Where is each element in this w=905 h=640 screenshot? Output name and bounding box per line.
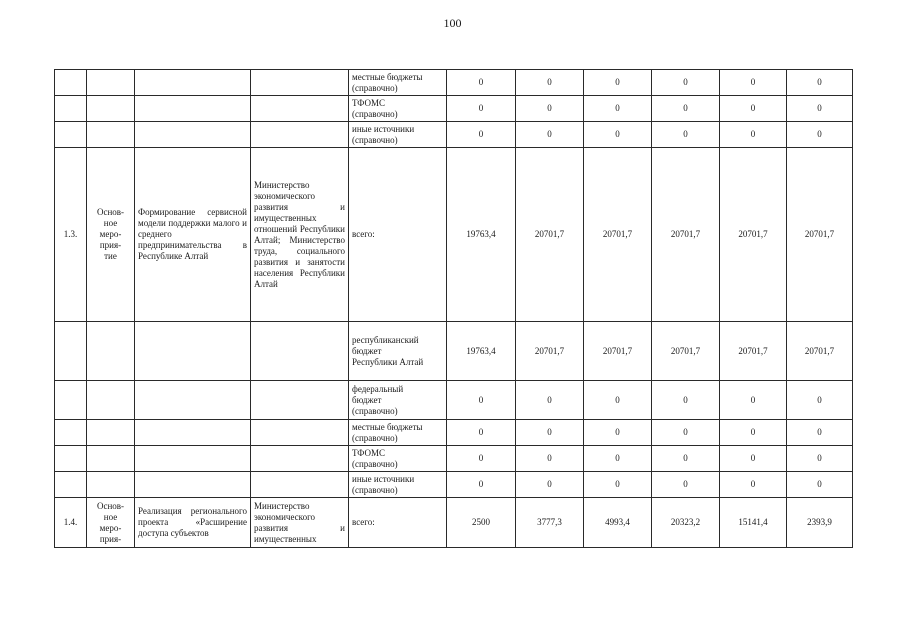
value-cell: 20323,2	[652, 498, 720, 548]
type-cell	[87, 472, 135, 498]
type-text: Основ- ное меро- прия-	[96, 500, 125, 544]
value-cell: 0	[787, 420, 853, 446]
value-cell: 0	[516, 381, 584, 420]
type-cell	[87, 148, 135, 322]
value-cell: 0	[787, 381, 853, 420]
value-cell: 0	[652, 122, 720, 148]
table-row	[55, 70, 853, 96]
funding-source-cell: местные бюджеты (справочно)	[349, 420, 447, 446]
index-cell	[55, 472, 87, 498]
executor-cell	[251, 472, 349, 498]
funding-source-cell: республиканский бюджет Республики Алтай	[349, 322, 447, 381]
index-cell	[55, 96, 87, 122]
value-cell: 0	[787, 446, 853, 472]
value-cell: 0	[447, 446, 516, 472]
index-cell	[55, 70, 87, 96]
table-row	[55, 148, 853, 322]
value-cell: 3777,3	[516, 498, 584, 548]
name-cell	[135, 381, 251, 420]
value-cell: 0	[652, 70, 720, 96]
value-cell: 20701,7	[652, 322, 720, 381]
value-cell: 0	[720, 446, 787, 472]
index-cell	[55, 420, 87, 446]
value-cell: 0	[584, 446, 652, 472]
value-cell: 0	[447, 381, 516, 420]
type-cell	[87, 420, 135, 446]
table-row	[55, 498, 853, 548]
table-row	[55, 381, 853, 420]
executor-cell	[251, 96, 349, 122]
executor-cell: Министерство экономического развития и имущественных	[251, 498, 349, 548]
value-cell: 0	[516, 70, 584, 96]
value-cell: 0	[584, 420, 652, 446]
name-cell: Формирование сервисной модели поддержки малого и среднего предпринимательства в Республике Алтай	[135, 148, 251, 322]
executor-cell: Министерство экономического развития и имущественных отношений Республики Алтай; Министерство труда, социального развития и занятости населения Республики Алтай	[251, 148, 349, 322]
executor-cell	[251, 420, 349, 446]
value-cell: 0	[447, 420, 516, 446]
value-cell: 0	[447, 472, 516, 498]
table-row	[55, 446, 853, 472]
value-cell: 2393,9	[787, 498, 853, 548]
name-cell	[135, 420, 251, 446]
value-cell: 0	[516, 96, 584, 122]
budget-table	[54, 69, 853, 548]
value-cell: 0	[516, 122, 584, 148]
value-cell: 15141,4	[720, 498, 787, 548]
table-row	[55, 420, 853, 446]
name-cell: Реализация регионального проекта «Расширение доступа субъектов	[135, 498, 251, 548]
value-cell: 20701,7	[720, 148, 787, 322]
funding-source-cell: федеральный бюджет (справочно)	[349, 381, 447, 420]
type-cell	[87, 446, 135, 472]
type-cell	[87, 96, 135, 122]
index-cell	[55, 381, 87, 420]
type-cell	[87, 70, 135, 96]
value-cell: 0	[720, 472, 787, 498]
index-cell: 1.4.	[55, 498, 87, 548]
value-cell: 0	[584, 472, 652, 498]
executor-cell	[251, 381, 349, 420]
value-cell: 4993,4	[584, 498, 652, 548]
page-number: 100	[443, 16, 462, 30]
value-cell: 0	[787, 472, 853, 498]
index-cell	[55, 322, 87, 381]
value-cell: 20701,7	[787, 322, 853, 381]
name-cell	[135, 96, 251, 122]
type-text: Основ- ное меро- прия- тие	[96, 207, 125, 261]
value-cell: 0	[447, 96, 516, 122]
name-cell	[135, 70, 251, 96]
executor-cell	[251, 446, 349, 472]
value-cell: 19763,4	[447, 322, 516, 381]
value-cell: 20701,7	[652, 148, 720, 322]
index-cell	[55, 122, 87, 148]
value-cell: 20701,7	[584, 148, 652, 322]
funding-source-cell: иные источники (справочно)	[349, 472, 447, 498]
name-cell	[135, 446, 251, 472]
funding-source-cell: ТФОМС (справочно)	[349, 446, 447, 472]
executor-cell	[251, 70, 349, 96]
value-cell: 20701,7	[720, 322, 787, 381]
name-cell	[135, 322, 251, 381]
value-cell: 0	[720, 96, 787, 122]
value-cell: 19763,4	[447, 148, 516, 322]
value-cell: 0	[516, 446, 584, 472]
index-cell	[55, 446, 87, 472]
value-cell: 0	[720, 70, 787, 96]
name-cell	[135, 122, 251, 148]
value-cell: 0	[720, 381, 787, 420]
executor-cell	[251, 322, 349, 381]
value-cell: 20701,7	[584, 322, 652, 381]
type-cell	[87, 498, 135, 548]
name-cell	[135, 472, 251, 498]
funding-source-cell: местные бюджеты (справочно)	[349, 70, 447, 96]
funding-source-cell: иные источники (справочно)	[349, 122, 447, 148]
value-cell: 0	[720, 122, 787, 148]
value-cell: 0	[516, 420, 584, 446]
value-cell: 20701,7	[787, 148, 853, 322]
value-cell: 0	[652, 381, 720, 420]
type-cell	[87, 122, 135, 148]
type-cell	[87, 381, 135, 420]
table-row	[55, 322, 853, 381]
table-row	[55, 96, 853, 122]
value-cell: 2500	[447, 498, 516, 548]
value-cell: 0	[652, 420, 720, 446]
value-cell: 0	[516, 472, 584, 498]
value-cell: 0	[584, 70, 652, 96]
value-cell: 0	[447, 70, 516, 96]
value-cell: 0	[447, 122, 516, 148]
funding-source-cell: всего:	[349, 148, 447, 322]
value-cell: 0	[720, 420, 787, 446]
value-cell: 0	[652, 472, 720, 498]
funding-source-cell: ТФОМС (справочно)	[349, 96, 447, 122]
type-cell	[87, 322, 135, 381]
value-cell: 0	[787, 96, 853, 122]
value-cell: 0	[652, 446, 720, 472]
table-row	[55, 472, 853, 498]
value-cell: 20701,7	[516, 322, 584, 381]
value-cell: 0	[584, 122, 652, 148]
value-cell: 0	[787, 70, 853, 96]
value-cell: 0	[584, 381, 652, 420]
table-row	[55, 122, 853, 148]
value-cell: 0	[787, 122, 853, 148]
value-cell: 0	[584, 96, 652, 122]
executor-cell	[251, 122, 349, 148]
funding-source-cell: всего:	[349, 498, 447, 548]
value-cell: 0	[652, 96, 720, 122]
index-cell: 1.3.	[55, 148, 87, 322]
value-cell: 20701,7	[516, 148, 584, 322]
